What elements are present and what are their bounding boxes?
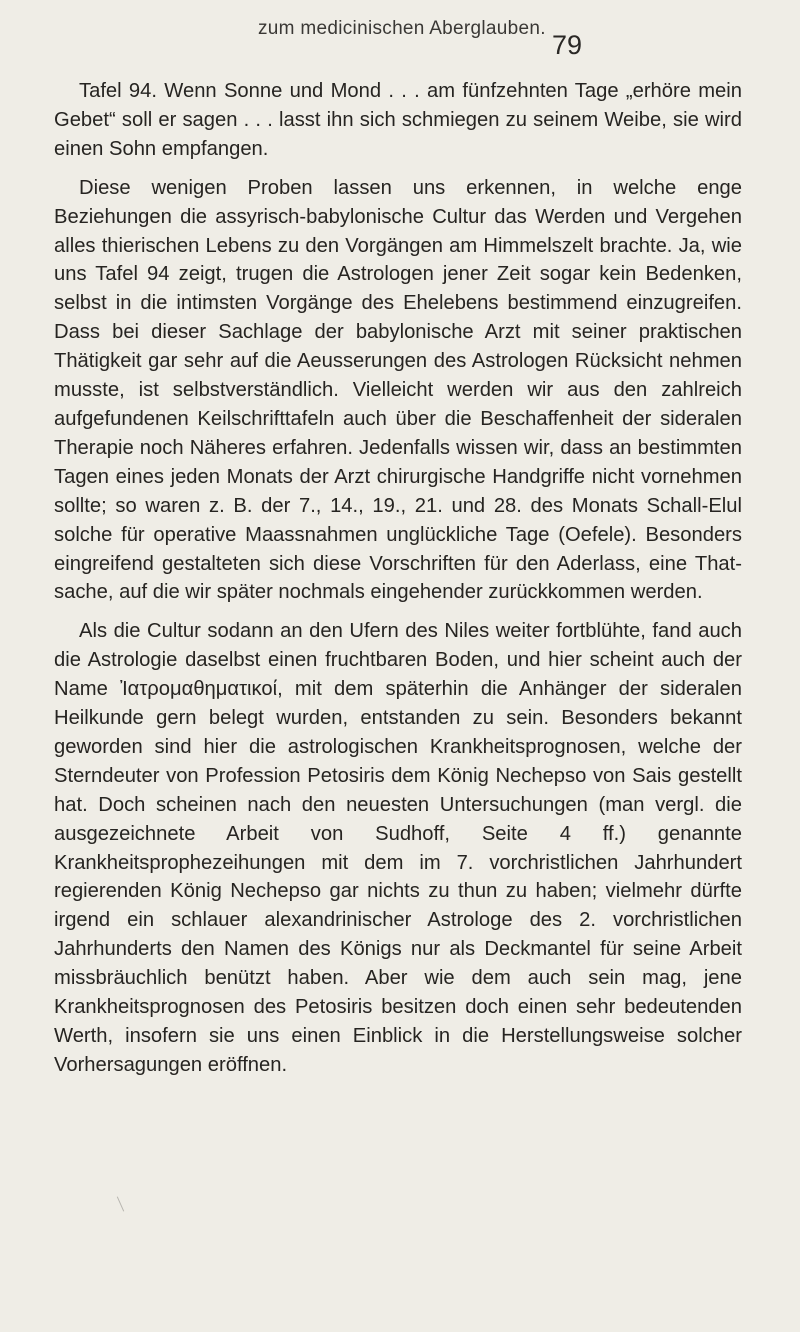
paragraph: Als die Cultur sodann an den Ufern des Niles weiter fortblühte, fand auch die Astrologie daselbst einen fruchtbaren Boden, und hier scheint auch der Name Ἰατρομαθηματικοί, mit dem späterhin die Anhänger der sideralen Heilkunde gern belegt wurden, entstanden zu sein. Besonders bekannt geworden sind hier die astrologischen Krankheitsprognosen, welche der Sterndeuter von Profession Petosiris dem König Nechepso von Sais gestellt hat. Doch scheinen nach den neuesten Untersuchungen (man vergl. die ausgezeichnete Arbeit von Sudhoff, Seite 4 ff.) genannte Krankheitsprophezeihungen mit dem im 7. vorchristlichen Jahrhundert regierenden König Nechepso gar nichts zu thun zu haben; vielmehr dürfte irgend ein schlauer alexandrinischer Astrologe des 2. vorchristlichen Jahrhunderts den Namen des Königs nur als Deckmantel für seine Arbeit missbräuchlich benützt haben. Aber wie dem auch sein mag, jene Krankheitsprognosen des Petosiris besitzen doch einen sehr bedeutenden Werth, insofern sie uns einen Einblick in die Herstellungsweise solcher Vorhersagungen eröffnen. [54, 620, 742, 1076]
paragraph: Diese wenigen Proben lassen uns erkennen, in welche enge Beziehungen die assyrisch-babylonische Cultur das Werden und Vergehen alles thierischen Lebens zu den Vorgängen am Himmelszelt brachte. Ja, wie uns Tafel 94 zeigt, trugen die Astrologen jener Zeit sogar kein Bedenken, selbst in die intimsten Vorgänge des Ehelebens bestimmend einzugreifen. Dass bei dieser Sachlage der babylonische Arzt mit seiner praktischen Thätigkeit gar sehr auf die Aeusserungen des Astrologen Rücksicht nehmen musste, ist selbstverständlich. Vielleicht werden wir aus den zahlreich aufgefundenen Keilschrifttafeln auch über die Beschaffenheit der sideralen Therapie noch Näheres erfahren. Jedenfalls wissen wir, dass an bestimmten Tagen eines jeden Monats der Arzt chirurgische Handgriffe nicht vornehmen sollte; so waren z. B. der 7., 14., 19., 21. und 28. des Monats Schall-Elul solche für operative Maassnahmen unglückliche Tage (Oefele). Besonders eingreifend gestalteten sich diese Vorschriften für den Aderlass, eine Thatsache, auf die wir später nochmals eingehender zurückkommen werden. [54, 176, 742, 604]
body-text [54, 77, 742, 1080]
page-number: 79 [552, 30, 583, 60]
stray-pencil-mark [117, 1196, 124, 1211]
page-header [0, 14, 800, 60]
paragraph: Tafel 94. Wenn Sonne und Mond . . . am fünfzehnten Tage „erhöre mein Gebet“ soll er sagen . . . lasst ihn sich schmiegen zu seinem Weibe, sie wird einen Sohn empfangen. [54, 80, 742, 160]
running-head: zum medicinischen Aberglauben. [258, 18, 546, 39]
